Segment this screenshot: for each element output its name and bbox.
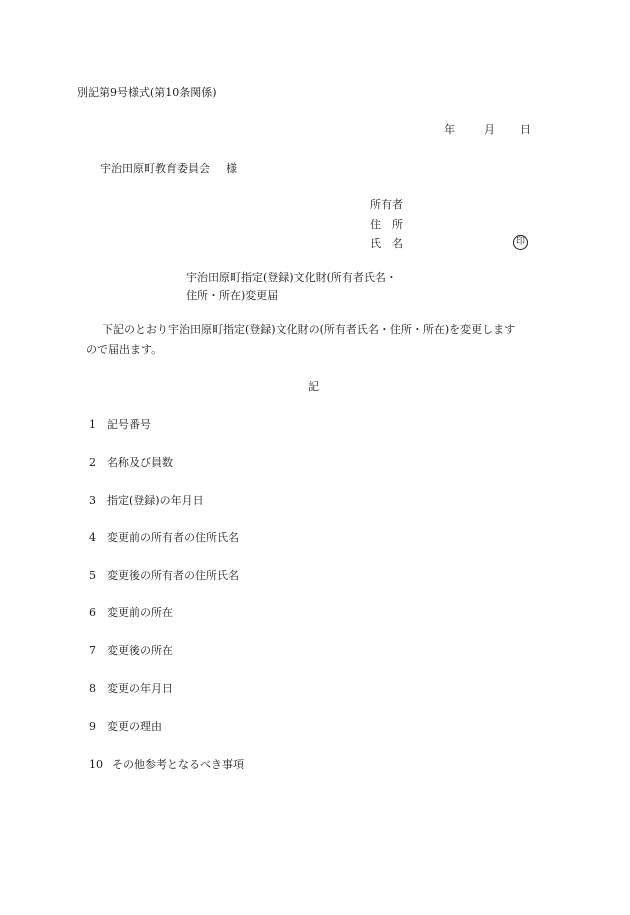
date-year-label: 年 [444,123,455,136]
owner-label: 所有者 [370,198,403,211]
list-item [89,456,173,470]
list-item-number: 1 [89,418,96,431]
address-label-part-2: 所 [392,218,403,231]
list-item-number: 5 [89,569,96,582]
list-item-text: 変更前の所在 [107,606,173,619]
list-item-text: 変更前の所有者の住所氏名 [107,531,239,544]
seal-mark: 印 [513,235,528,250]
list-item-number: 3 [89,494,96,507]
address-label-part-1: 住 [370,218,381,231]
list-item [89,758,244,772]
addressee [100,162,237,176]
list-item-text: 変更の年月日 [107,682,173,695]
list-item-number: 2 [89,456,96,469]
list-item-text: その他参考となるべき事項 [112,758,244,771]
document-title-line-2: 住所・所在)変更届 [186,289,279,302]
list-item-text: 変更後の所有者の住所氏名 [107,569,239,582]
document-title-line-1: 宇治田原町指定(登録)文化財(所有者氏名・ [186,271,397,284]
name-label-part-1: 氏 [370,237,381,250]
list-item [89,494,204,508]
name-label [370,237,414,251]
list-item [89,569,239,583]
date-month-label: 月 [484,123,495,136]
list-item-text: 変更の理由 [107,720,162,733]
list-item [89,606,173,620]
list-item-text: 名称及び員数 [107,456,173,469]
list-item [89,531,239,545]
list-item [89,682,173,696]
list-item-text: 変更後の所在 [107,644,173,657]
list-item-number: 7 [89,644,96,657]
addressee-name: 宇治田原町教育委員会 [100,162,210,175]
ki-heading: 記 [308,380,319,393]
body-text-line-2: ので届出ます。 [86,343,163,356]
date-day-label: 日 [520,123,531,136]
addressee-honorific: 様 [226,162,237,175]
address-label [370,218,414,232]
form-number: 別記第9号様式(第10条関係) [77,86,217,99]
body-text-line-1: 下記のとおり宇治田原町指定(登録)文化財の(所有者氏名・住所・所在)を変更します [102,323,516,336]
list-item-text: 指定(登録)の年月日 [107,494,204,507]
list-item-number: 6 [89,606,96,619]
name-label-part-2: 名 [392,237,403,250]
list-item [89,644,173,658]
list-item-number: 8 [89,682,96,695]
list-item [89,720,162,734]
list-item-text: 記号番号 [107,418,151,431]
date-line [444,123,531,137]
list-item-number: 9 [89,720,96,733]
list-item-number: 10 [89,758,103,771]
list-item [89,418,151,432]
list-item-number: 4 [89,531,96,544]
